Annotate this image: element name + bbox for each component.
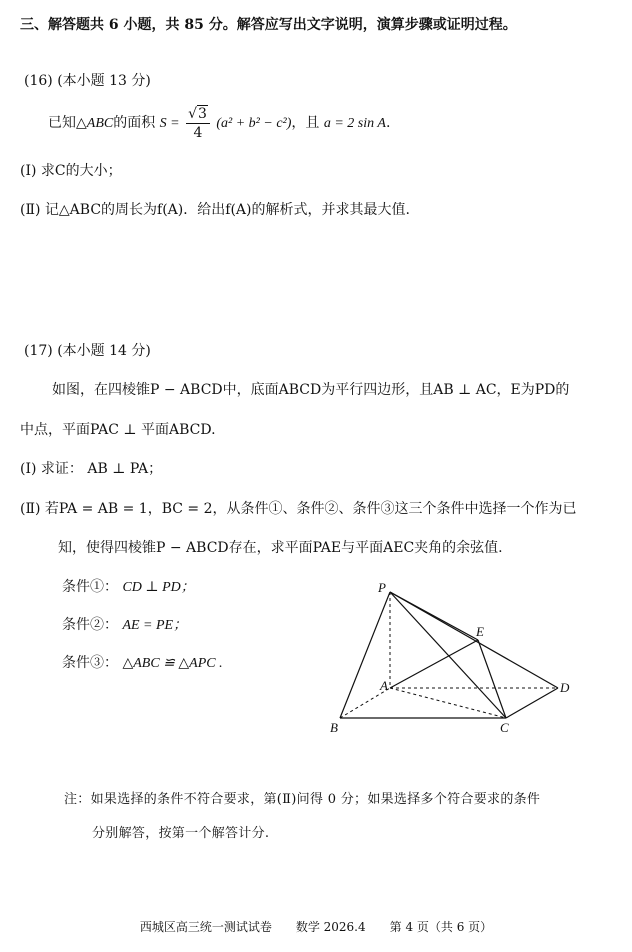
q17-part2-line1: 若PA = AB = 1，BC = 2，从条件①、条件②、条件③这三个条件中选择一个作为已 bbox=[44, 501, 577, 517]
condition-1-text: CD ⊥ PD； bbox=[122, 580, 195, 595]
q17-part1-text: 求证： AB ⊥ PA； bbox=[40, 461, 163, 477]
edge-PE bbox=[390, 592, 478, 640]
condition-3-text: △ABC ≌ △APC . bbox=[122, 656, 223, 671]
q17-heading bbox=[24, 340, 151, 360]
q16-triangle: △ABC bbox=[76, 116, 114, 131]
q16-score: (本小题 13 分) bbox=[57, 73, 151, 89]
q16-period: . bbox=[385, 115, 391, 131]
label-C: C bbox=[500, 720, 509, 735]
edge-AC bbox=[390, 688, 506, 718]
condition-3 bbox=[62, 652, 223, 672]
q17-stem-line1: 如图，在四棱锥P − ABCD中，底面ABCD为平行四边形，且AB ⊥ AC，E为PD的 bbox=[52, 382, 570, 398]
q16-sqrt-num: 3 bbox=[198, 105, 207, 122]
label-A: A bbox=[380, 678, 388, 693]
q16-stem-suffix: ，且 bbox=[291, 115, 320, 131]
edge-AE bbox=[390, 640, 478, 688]
condition-1 bbox=[62, 576, 195, 596]
note-line2: 分别解答，按第一个解答计分. bbox=[92, 826, 270, 841]
page-footer: 西城区高三统一测试试卷 数学 2026.4 第 4 页（共 6 页） bbox=[139, 920, 493, 934]
q17-score: (本小题 14 分) bbox=[57, 343, 151, 359]
q16-part1-label: (Ⅰ) bbox=[20, 163, 37, 179]
note-line1: 注：如果选择的条件不符合要求，第(Ⅱ)问得 0 分；如果选择多个符合要求的条件 bbox=[64, 792, 541, 807]
edge-PC bbox=[390, 592, 506, 718]
q17-part2-label: (Ⅱ) bbox=[20, 501, 41, 517]
q16-part2 bbox=[20, 199, 410, 219]
condition-2-text: AE = PE； bbox=[122, 618, 188, 633]
q16-stem bbox=[48, 104, 390, 143]
edge-CD bbox=[506, 688, 558, 718]
q16-part1 bbox=[20, 160, 122, 180]
q16-area-lhs: S = bbox=[159, 116, 180, 131]
q16-den: 4 bbox=[193, 124, 203, 141]
q17-number: (17) bbox=[24, 343, 53, 359]
q16-part1-text: 求C的大小； bbox=[40, 163, 122, 179]
label-P: P bbox=[378, 580, 386, 595]
q16-stem-prefix: 已知 bbox=[48, 115, 76, 131]
q16-part2-label: (Ⅱ) bbox=[20, 202, 41, 218]
sqrt-symbol: √ bbox=[188, 105, 197, 122]
condition-1-label: 条件①： bbox=[62, 579, 118, 595]
condition-2 bbox=[62, 614, 187, 634]
label-B: B bbox=[330, 720, 338, 735]
q17-part1 bbox=[20, 458, 162, 478]
label-E: E bbox=[476, 624, 484, 639]
q16-paren-expr: (a² + b² − c²) bbox=[216, 116, 292, 131]
q17-stem-line2: 中点，平面PAC ⊥ 平面ABCD. bbox=[20, 422, 216, 438]
q16-condition: a = 2 sin A bbox=[323, 116, 386, 131]
condition-2-label: 条件②： bbox=[62, 617, 118, 633]
edge-PB bbox=[340, 592, 390, 718]
q16-area-word: 的面积 bbox=[113, 115, 156, 131]
edge-EC bbox=[478, 640, 506, 718]
q17-part2-line2: 知，使得四棱锥P − ABCD存在，求平面PAE与平面AEC夹角的余弦值. bbox=[58, 540, 503, 556]
section-header: 三、解答题共 6 小题，共 85 分。解答应写出文字说明，演算步骤或证明过程。 bbox=[20, 17, 517, 33]
q16-fraction bbox=[186, 107, 210, 140]
q16-part2-text: 记△ABC的周长为f(A)．给出f(A)的解析式，并求其最大值. bbox=[44, 202, 410, 218]
pyramid-figure bbox=[320, 578, 580, 738]
q16-number: (16) bbox=[24, 73, 53, 89]
q17-part1-label: (Ⅰ) bbox=[20, 461, 37, 477]
label-D: D bbox=[560, 680, 570, 695]
q17-part2 bbox=[20, 498, 577, 518]
q16-heading bbox=[24, 70, 151, 90]
condition-3-label: 条件③： bbox=[62, 655, 118, 671]
